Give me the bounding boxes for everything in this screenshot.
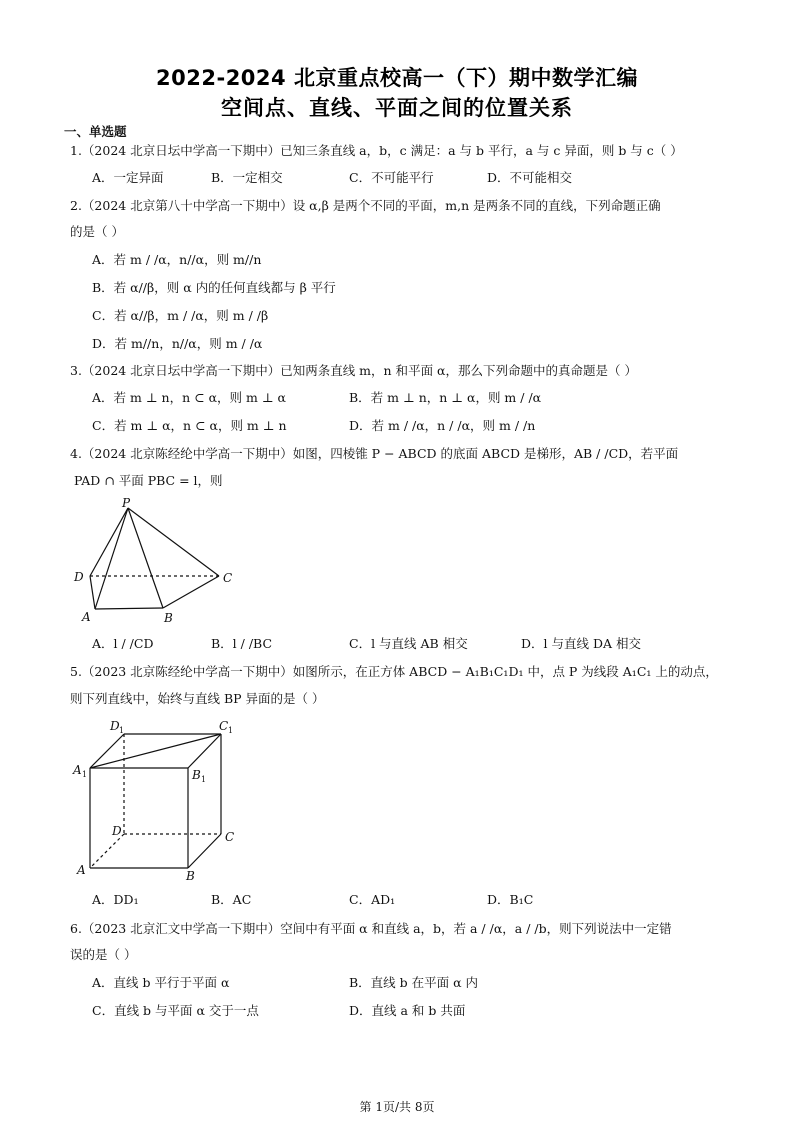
q6-stem-line1: 6.（2023 北京汇文中学高一下期中）空间中有平面 α 和直线 a，b，若 a / /α，a / /b，则下列说法中一定错	[70, 921, 672, 936]
q1-option-d: D．不可能相交	[487, 170, 573, 185]
subscript-d1: 1	[119, 726, 125, 735]
q1-option-c: C．不可能平行	[349, 170, 434, 185]
q6-option-b: B．直线 b 在平面 α 内	[349, 975, 479, 990]
q5-option-c: C．AD₁	[349, 892, 396, 907]
vertex-label-b1: B	[192, 768, 201, 782]
q1-option-a: A．一定异面	[92, 170, 164, 185]
vertex-label-a: A	[82, 610, 91, 624]
vertex-label-c: C	[223, 571, 233, 585]
vertex-label-c1: C	[219, 719, 229, 733]
vertex-label-d: D	[112, 824, 122, 838]
subscript-a1: 1	[82, 770, 88, 779]
vertex-label-p: P	[122, 496, 131, 510]
q6-option-a: A．直线 b 平行于平面 α	[92, 975, 230, 990]
subscript-b1: 1	[201, 775, 207, 784]
cube-figure	[68, 712, 248, 882]
subscript-c1: 1	[228, 726, 234, 735]
q1-stem: 1.（2024 北京日坛中学高一下期中）已知三条直线 a，b，c 满足：a 与 b 平行，a 与 c 异面，则 b 与 c（ ）	[70, 143, 683, 158]
q4-option-a: A．l / /CD	[92, 636, 154, 651]
q5-option-d: D．B₁C	[487, 892, 534, 907]
document-subtitle: 空间点、直线、平面之间的位置关系	[221, 96, 573, 120]
section-heading: 一、单选题	[64, 124, 127, 139]
q3-option-a: A．若 m ⊥ n，n ⊂ α，则 m ⊥ α	[92, 390, 286, 405]
vertex-label-a: A	[77, 863, 86, 877]
q4-option-d: D．l 与直线 DA 相交	[521, 636, 641, 651]
q4-stem-line1: 4.（2024 北京陈经纶中学高一下期中）如图，四棱锥 P − ABCD 的底面 ABCD 是梯形，AB / /CD，若平面	[70, 446, 679, 461]
q2-option-a: A．若 m / /α，n//α，则 m//n	[92, 252, 262, 267]
q3-stem: 3.（2024 北京日坛中学高一下期中）已知两条直线 m，n 和平面 α，那么下列命题中的真命题是（ ）	[70, 363, 637, 378]
q2-stem-line1: 2.（2024 北京第八十中学高一下期中）设 α,β 是两个不同的平面，m,n 是两条不同的直线，下列命题正确	[70, 198, 661, 213]
vertex-label-a1: A	[73, 763, 82, 777]
q5-stem-line2: 则下列直线中，始终与直线 BP 异面的是（ ）	[70, 691, 325, 706]
q4-stem-line2: PAD ∩ 平面 PBC = l，则	[74, 473, 223, 488]
q3-option-c: C．若 m ⊥ α，n ⊂ α，则 m ⊥ n	[92, 418, 287, 433]
q5-option-a: A．DD₁	[92, 892, 139, 907]
vertex-label-c: C	[225, 830, 235, 844]
page-footer: 第 1页/共 8页	[359, 1100, 435, 1114]
q2-option-d: D．若 m//n，n//α，则 m / /α	[92, 336, 263, 351]
q3-option-d: D．若 m / /α，n / /α，则 m / /n	[349, 418, 536, 433]
vertex-label-d1: D	[110, 719, 120, 733]
q4-option-b: B．l / /BC	[211, 636, 273, 651]
q6-stem-line2: 误的是（ ）	[70, 947, 137, 962]
q2-option-b: B．若 α//β，则 α 内的任何直线都与 β 平行	[92, 280, 336, 295]
vertex-label-b: B	[186, 869, 195, 882]
pyramid-figure	[68, 496, 248, 628]
q5-option-b: B．AC	[211, 892, 252, 907]
q2-stem-line2: 的是（ ）	[70, 224, 124, 239]
q6-option-d: D．直线 a 和 b 共面	[349, 1003, 466, 1018]
q4-option-c: C．l 与直线 AB 相交	[349, 636, 468, 651]
q1-option-b: B．一定相交	[211, 170, 283, 185]
q6-option-c: C．直线 b 与平面 α 交于一点	[92, 1003, 259, 1018]
vertex-label-b: B	[164, 611, 173, 625]
q3-option-b: B．若 m ⊥ n，n ⊥ α，则 m / /α	[349, 390, 542, 405]
q5-stem-line1: 5.（2023 北京陈经纶中学高一下期中）如图所示，在正方体 ABCD − A₁B₁C₁D₁ 中，点 P 为线段 A₁C₁ 上的动点，	[70, 664, 718, 679]
vertex-label-d: D	[74, 570, 84, 584]
q2-option-c: C．若 α//β，m / /α，则 m / /β	[92, 308, 269, 323]
document-title: 2022-2024 北京重点校高一（下）期中数学汇编	[156, 66, 638, 90]
